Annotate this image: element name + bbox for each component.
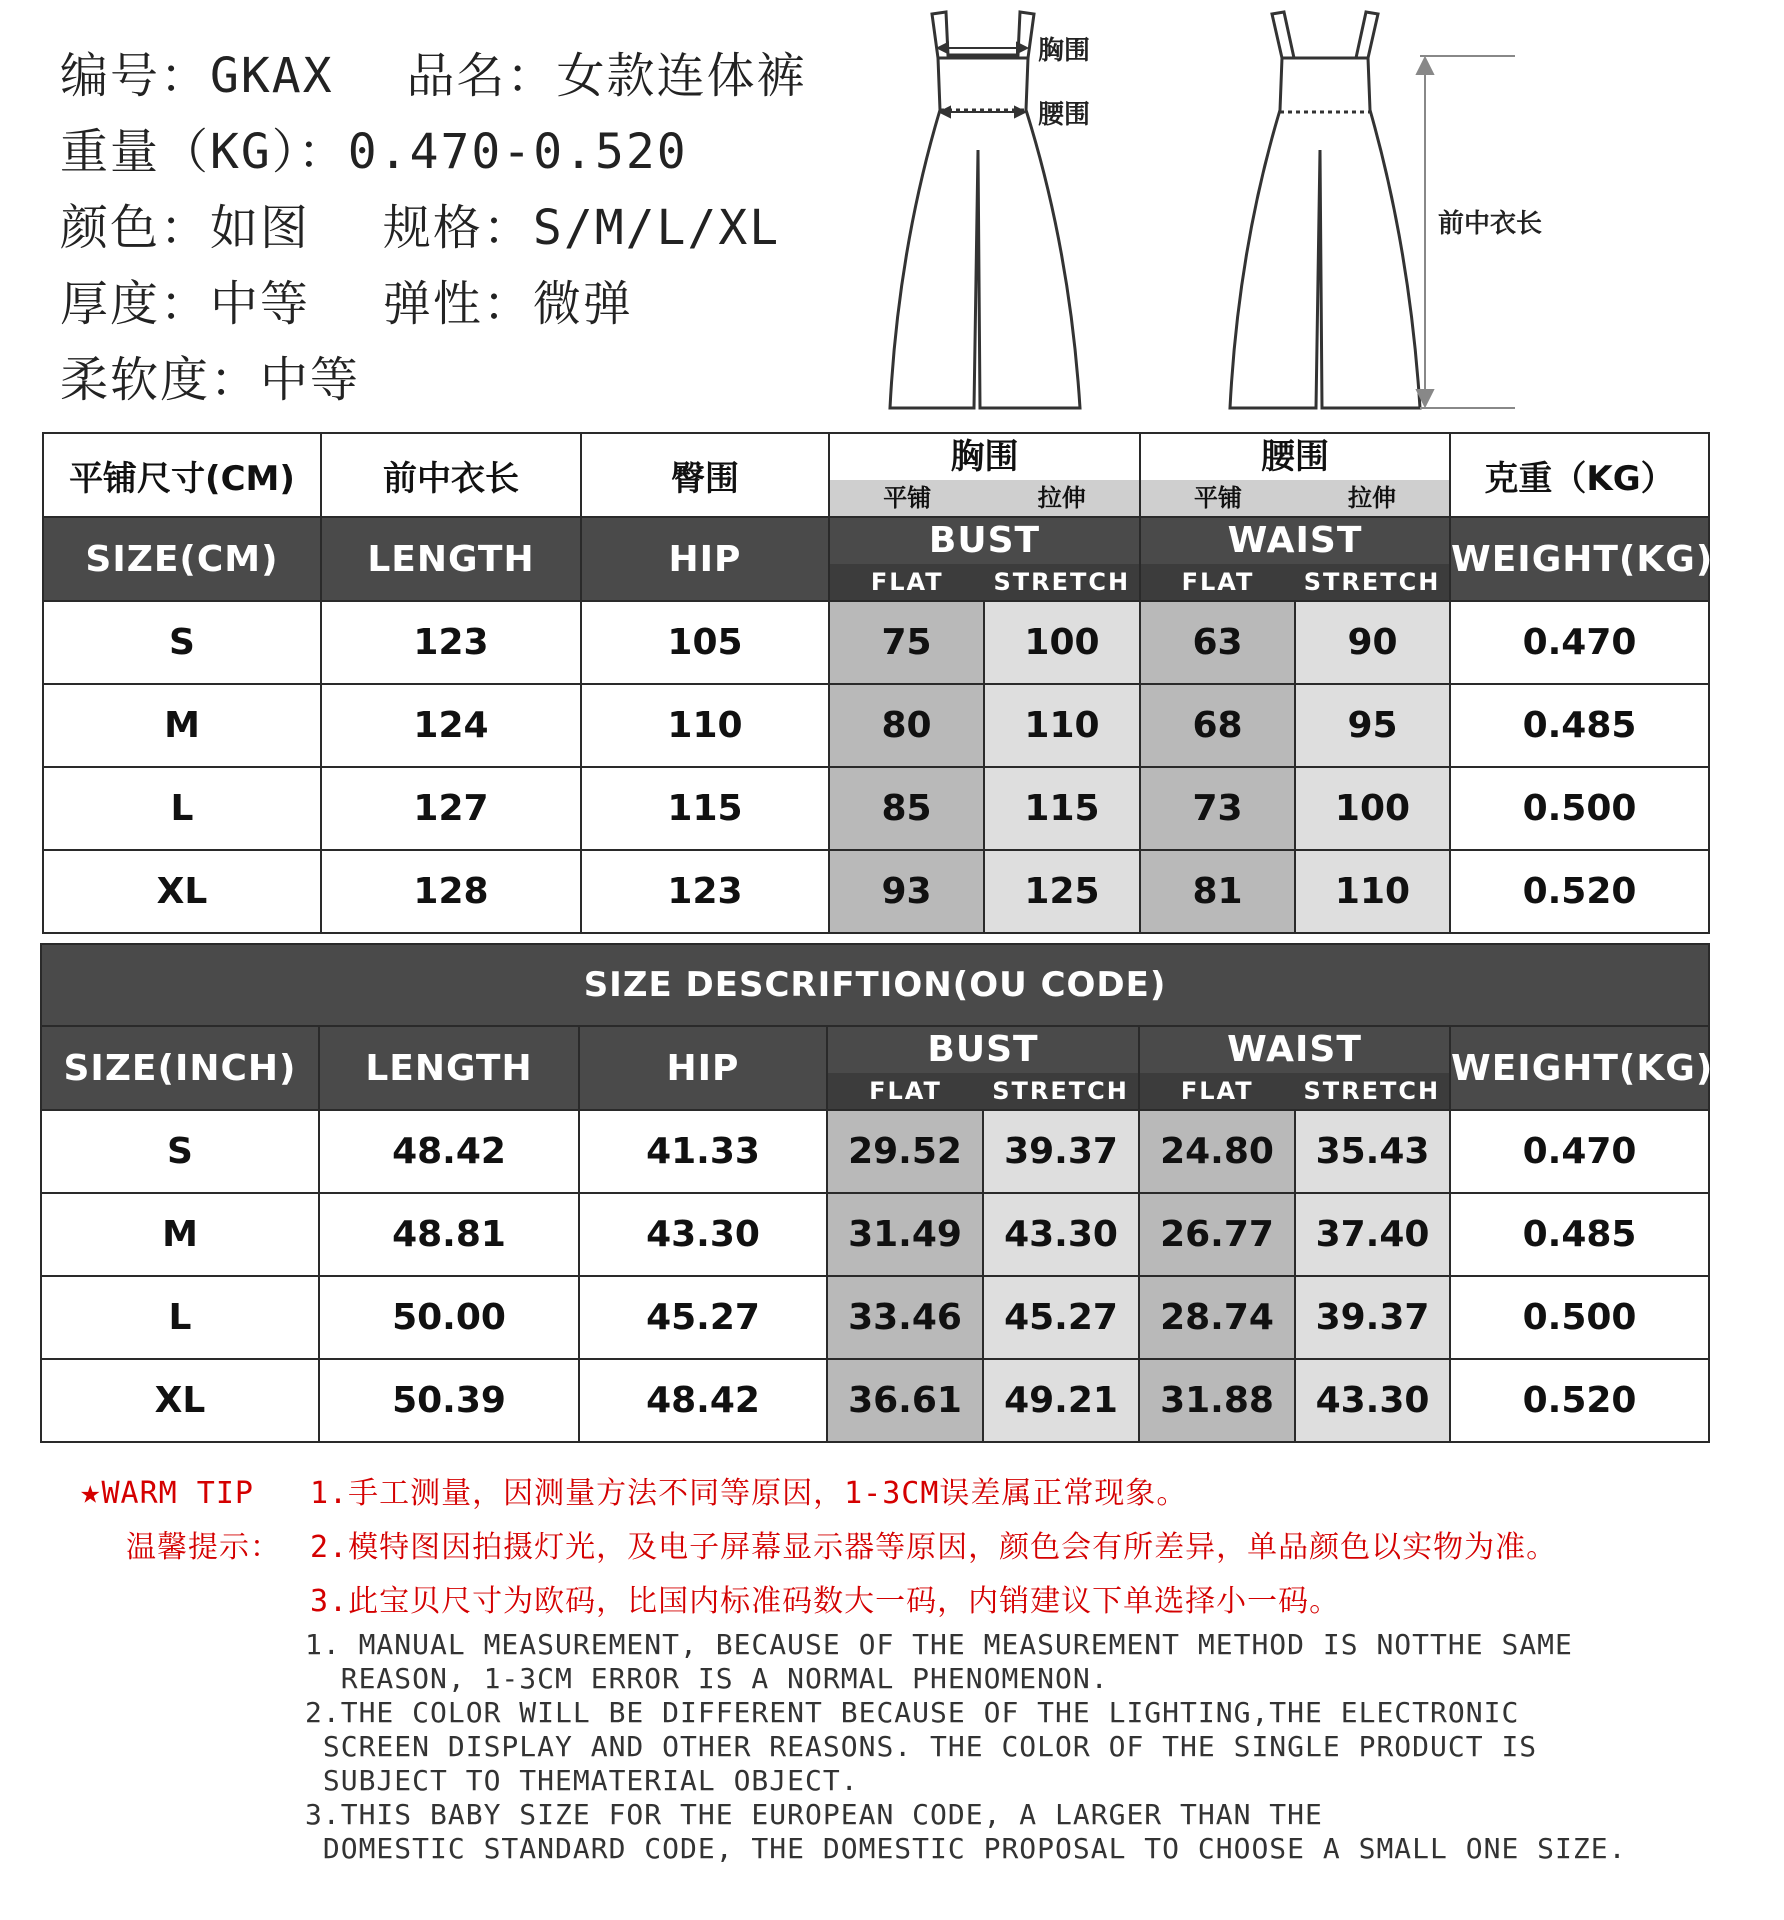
cell-waist-stretch: 43.30	[1295, 1359, 1450, 1442]
table-row	[43, 850, 1709, 933]
cell-weight: 0.485	[1450, 1193, 1709, 1276]
header-weight: WEIGHT(KG)	[1450, 517, 1709, 601]
table-row	[41, 1276, 1709, 1359]
cell-bust-stretch: 110	[984, 684, 1140, 767]
cell-waist-flat: 63	[1140, 601, 1295, 684]
english-notes: 1. MANUAL MEASUREMENT, BECAUSE OF THE MEASUREMENT METHOD IS NOTTHE SAME REASON, 1-3CM ERROR IS A NORMAL PHENOMENON. 2.THE COLOR WILL BE DIFFERENT BECAUSE OF THE LIGHTING,THE ELECTRONIC SCREEN DISPLAY AND OTHER REASONS. THE COLOR OF THE SINGLE PRODUCT IS SUBJECT TO THEMATERIAL OBJECT. 3.THIS BABY SIZE FOR THE EUROPEAN CODE, A LARGER THAN THE DOMESTIC STANDARD CODE, THE DOMESTIC PROPOSAL TO CHOOSE A SMALL ONE SIZE.	[305, 1628, 1627, 1865]
table-row	[41, 1359, 1709, 1442]
cell-hip: 45.27	[579, 1276, 827, 1359]
header-waist-cn: 腰围	[1261, 437, 1329, 477]
header-flat-cn: 平铺	[1141, 480, 1295, 516]
header-flat: FLAT	[828, 1073, 983, 1109]
header-length: LENGTH	[321, 517, 581, 601]
header-bust-group	[827, 1026, 1139, 1110]
size-table-inch	[40, 943, 1714, 1443]
cell-length: 128	[321, 850, 581, 933]
softness-label: 柔软度：中等	[60, 352, 361, 408]
header-waist: WAIST	[1227, 520, 1363, 561]
cell-length: 48.42	[319, 1110, 579, 1193]
weight-label: 重量（KG）：0.470-0.520	[60, 124, 688, 180]
table-row	[43, 684, 1709, 767]
info-line-5	[60, 342, 849, 418]
cell-waist-stretch: 37.40	[1295, 1193, 1450, 1276]
header-waist-group	[1140, 517, 1450, 601]
cell-waist-stretch: 39.37	[1295, 1276, 1450, 1359]
waist-subheader	[1141, 564, 1449, 600]
bust-diagram-label: 胸围	[1038, 36, 1091, 66]
table-row	[41, 1110, 1709, 1193]
cell-length: 48.81	[319, 1193, 579, 1276]
cell-bust-flat: 36.61	[827, 1359, 983, 1442]
cell-bust-flat: 33.46	[827, 1276, 983, 1359]
header-bust-cn: 胸围	[950, 437, 1019, 477]
length-diagram-label: 前中衣长	[1438, 209, 1543, 239]
header-stretch-cn: 拉伸	[985, 480, 1140, 516]
header-stretch-cn: 拉伸	[1295, 480, 1449, 516]
cell-waist-flat: 73	[1140, 767, 1295, 850]
bust-cn-subheader	[830, 480, 1139, 516]
cell-hip: 43.30	[579, 1193, 827, 1276]
cell-waist-stretch: 100	[1295, 767, 1450, 850]
header-bust: BUST	[927, 1029, 1039, 1070]
header-flat: FLAT	[830, 564, 985, 600]
header-hip: HIP	[581, 517, 829, 601]
header-bust: BUST	[928, 520, 1041, 561]
tip-line-2	[80, 1521, 1557, 1575]
garment-diagram	[870, 0, 1770, 425]
header-flat: FLAT	[1140, 1073, 1295, 1109]
cell-waist-stretch: 95	[1295, 684, 1450, 767]
cell-waist-flat: 68	[1140, 684, 1295, 767]
tip-cn-2: 2.模特图因拍摄灯光，及电子屏幕显示器等原因，颜色会有所差异，单品颜色以实物为准。	[310, 1530, 1558, 1565]
star-icon: ★	[80, 1472, 102, 1512]
header-hip-cn: 臀围	[581, 433, 829, 517]
header-waist-group	[1139, 1026, 1450, 1110]
warm-tips	[80, 1465, 1557, 1629]
header-bust-group	[829, 517, 1140, 601]
table-row	[43, 601, 1709, 684]
header-weight-cn: 克重（KG）	[1450, 433, 1709, 517]
tip-line-1	[80, 1465, 1557, 1521]
warm-tip-label	[80, 1465, 310, 1521]
cell-bust-stretch: 45.27	[983, 1276, 1139, 1359]
cell-size: M	[43, 684, 321, 767]
info-line-2	[60, 114, 849, 190]
bust-subheader	[828, 1073, 1138, 1109]
cell-size: L	[43, 767, 321, 850]
cell-weight: 0.500	[1450, 1276, 1709, 1359]
cell-weight: 0.520	[1450, 850, 1709, 933]
table-row	[43, 767, 1709, 850]
cell-size: M	[41, 1193, 319, 1276]
bust-subheader	[830, 564, 1139, 600]
cell-weight: 0.520	[1450, 1359, 1709, 1442]
product-info	[60, 38, 849, 418]
header-waist: WAIST	[1227, 1029, 1362, 1070]
cell-waist-flat: 81	[1140, 850, 1295, 933]
header-stretch: STRETCH	[1295, 1073, 1450, 1109]
cell-waist-flat: 24.80	[1139, 1110, 1295, 1193]
cell-bust-flat: 85	[829, 767, 984, 850]
cell-bust-flat: 93	[829, 850, 984, 933]
header-bust-cn-group	[829, 433, 1140, 517]
header-stretch: STRETCH	[985, 564, 1140, 600]
cell-hip: 123	[581, 850, 829, 933]
cell-waist-stretch: 90	[1295, 601, 1450, 684]
header-length: LENGTH	[319, 1026, 579, 1110]
cell-bust-flat: 80	[829, 684, 984, 767]
elastic-label: 弹性：微弹	[382, 276, 633, 332]
thickness-label: 厚度：中等	[60, 276, 311, 332]
cell-bust-stretch: 39.37	[983, 1110, 1139, 1193]
cell-size: S	[43, 601, 321, 684]
tip-line-3	[80, 1575, 1557, 1629]
color-label: 颜色：如图	[60, 200, 311, 256]
info-line-4	[60, 266, 849, 342]
cell-waist-stretch: 110	[1295, 850, 1450, 933]
header-length-cn: 前中衣长	[321, 433, 581, 517]
cell-bust-stretch: 125	[984, 850, 1140, 933]
cell-length: 127	[321, 767, 581, 850]
cell-bust-flat: 29.52	[827, 1110, 983, 1193]
cell-length: 50.39	[319, 1359, 579, 1442]
tip-cn-3: 3.此宝贝尺寸为欧码，比国内标准码数大一码，内销建议下单选择小一码。	[310, 1584, 1341, 1619]
info-line-3	[60, 190, 849, 266]
header-waist-cn-group	[1140, 433, 1450, 517]
name-label: 品名：女款连体裤	[406, 48, 807, 104]
cell-size: L	[41, 1276, 319, 1359]
cell-weight: 0.500	[1450, 767, 1709, 850]
waist-diagram-label: 腰围	[1038, 100, 1091, 130]
header-size-cn: 平铺尺寸(CM)	[43, 433, 321, 517]
cell-bust-flat: 75	[829, 601, 984, 684]
cell-waist-stretch: 35.43	[1295, 1110, 1450, 1193]
cell-size: XL	[43, 850, 321, 933]
waist-subheader	[1140, 1073, 1449, 1109]
header-flat: FLAT	[1141, 564, 1295, 600]
cell-length: 124	[321, 684, 581, 767]
table-row	[41, 1193, 1709, 1276]
cell-hip: 105	[581, 601, 829, 684]
size-description-title: SIZE DESCRIFTION(OU CODE)	[41, 944, 1709, 1026]
jumpsuit-illustration	[870, 0, 1770, 425]
waist-cn-subheader	[1141, 480, 1449, 516]
cell-waist-flat: 26.77	[1139, 1193, 1295, 1276]
cell-weight: 0.470	[1450, 601, 1709, 684]
cell-bust-stretch: 49.21	[983, 1359, 1139, 1442]
header-stretch: STRETCH	[983, 1073, 1138, 1109]
header-weight: WEIGHT(KG)	[1450, 1026, 1709, 1110]
cell-waist-flat: 31.88	[1139, 1359, 1295, 1442]
cell-weight: 0.470	[1450, 1110, 1709, 1193]
spec-label: 规格：S/M/L/XL	[382, 200, 781, 256]
cell-bust-stretch: 43.30	[983, 1193, 1139, 1276]
size-table-cm	[42, 432, 1714, 934]
cell-bust-stretch: 100	[984, 601, 1140, 684]
cell-bust-stretch: 115	[984, 767, 1140, 850]
header-size-inch: SIZE(INCH)	[41, 1026, 319, 1110]
front-view-jumpsuit	[890, 12, 1080, 408]
cell-hip: 41.33	[579, 1110, 827, 1193]
cell-hip: 110	[581, 684, 829, 767]
cell-size: XL	[41, 1359, 319, 1442]
warm-tip-text: WARM TIP	[101, 1476, 254, 1511]
cell-hip: 48.42	[579, 1359, 827, 1442]
tip-cn-1: 1.手工测量，因测量方法不同等原因，1-3CM误差属正常现象。	[310, 1476, 1188, 1511]
cell-length: 50.00	[319, 1276, 579, 1359]
cell-length: 123	[321, 601, 581, 684]
header-hip: HIP	[579, 1026, 827, 1110]
code-label: 编号：GKAX	[60, 48, 334, 104]
cell-waist-flat: 28.74	[1139, 1276, 1295, 1359]
cell-weight: 0.485	[1450, 684, 1709, 767]
warm-tip-cn-label: 温馨提示：	[126, 1530, 281, 1565]
header-size-cm: SIZE(CM)	[43, 517, 321, 601]
info-line-1	[60, 38, 849, 114]
cell-size: S	[41, 1110, 319, 1193]
header-flat-cn: 平铺	[830, 480, 985, 516]
cell-hip: 115	[581, 767, 829, 850]
header-stretch: STRETCH	[1295, 564, 1449, 600]
cell-bust-flat: 31.49	[827, 1193, 983, 1276]
back-view-jumpsuit	[1230, 12, 1420, 408]
